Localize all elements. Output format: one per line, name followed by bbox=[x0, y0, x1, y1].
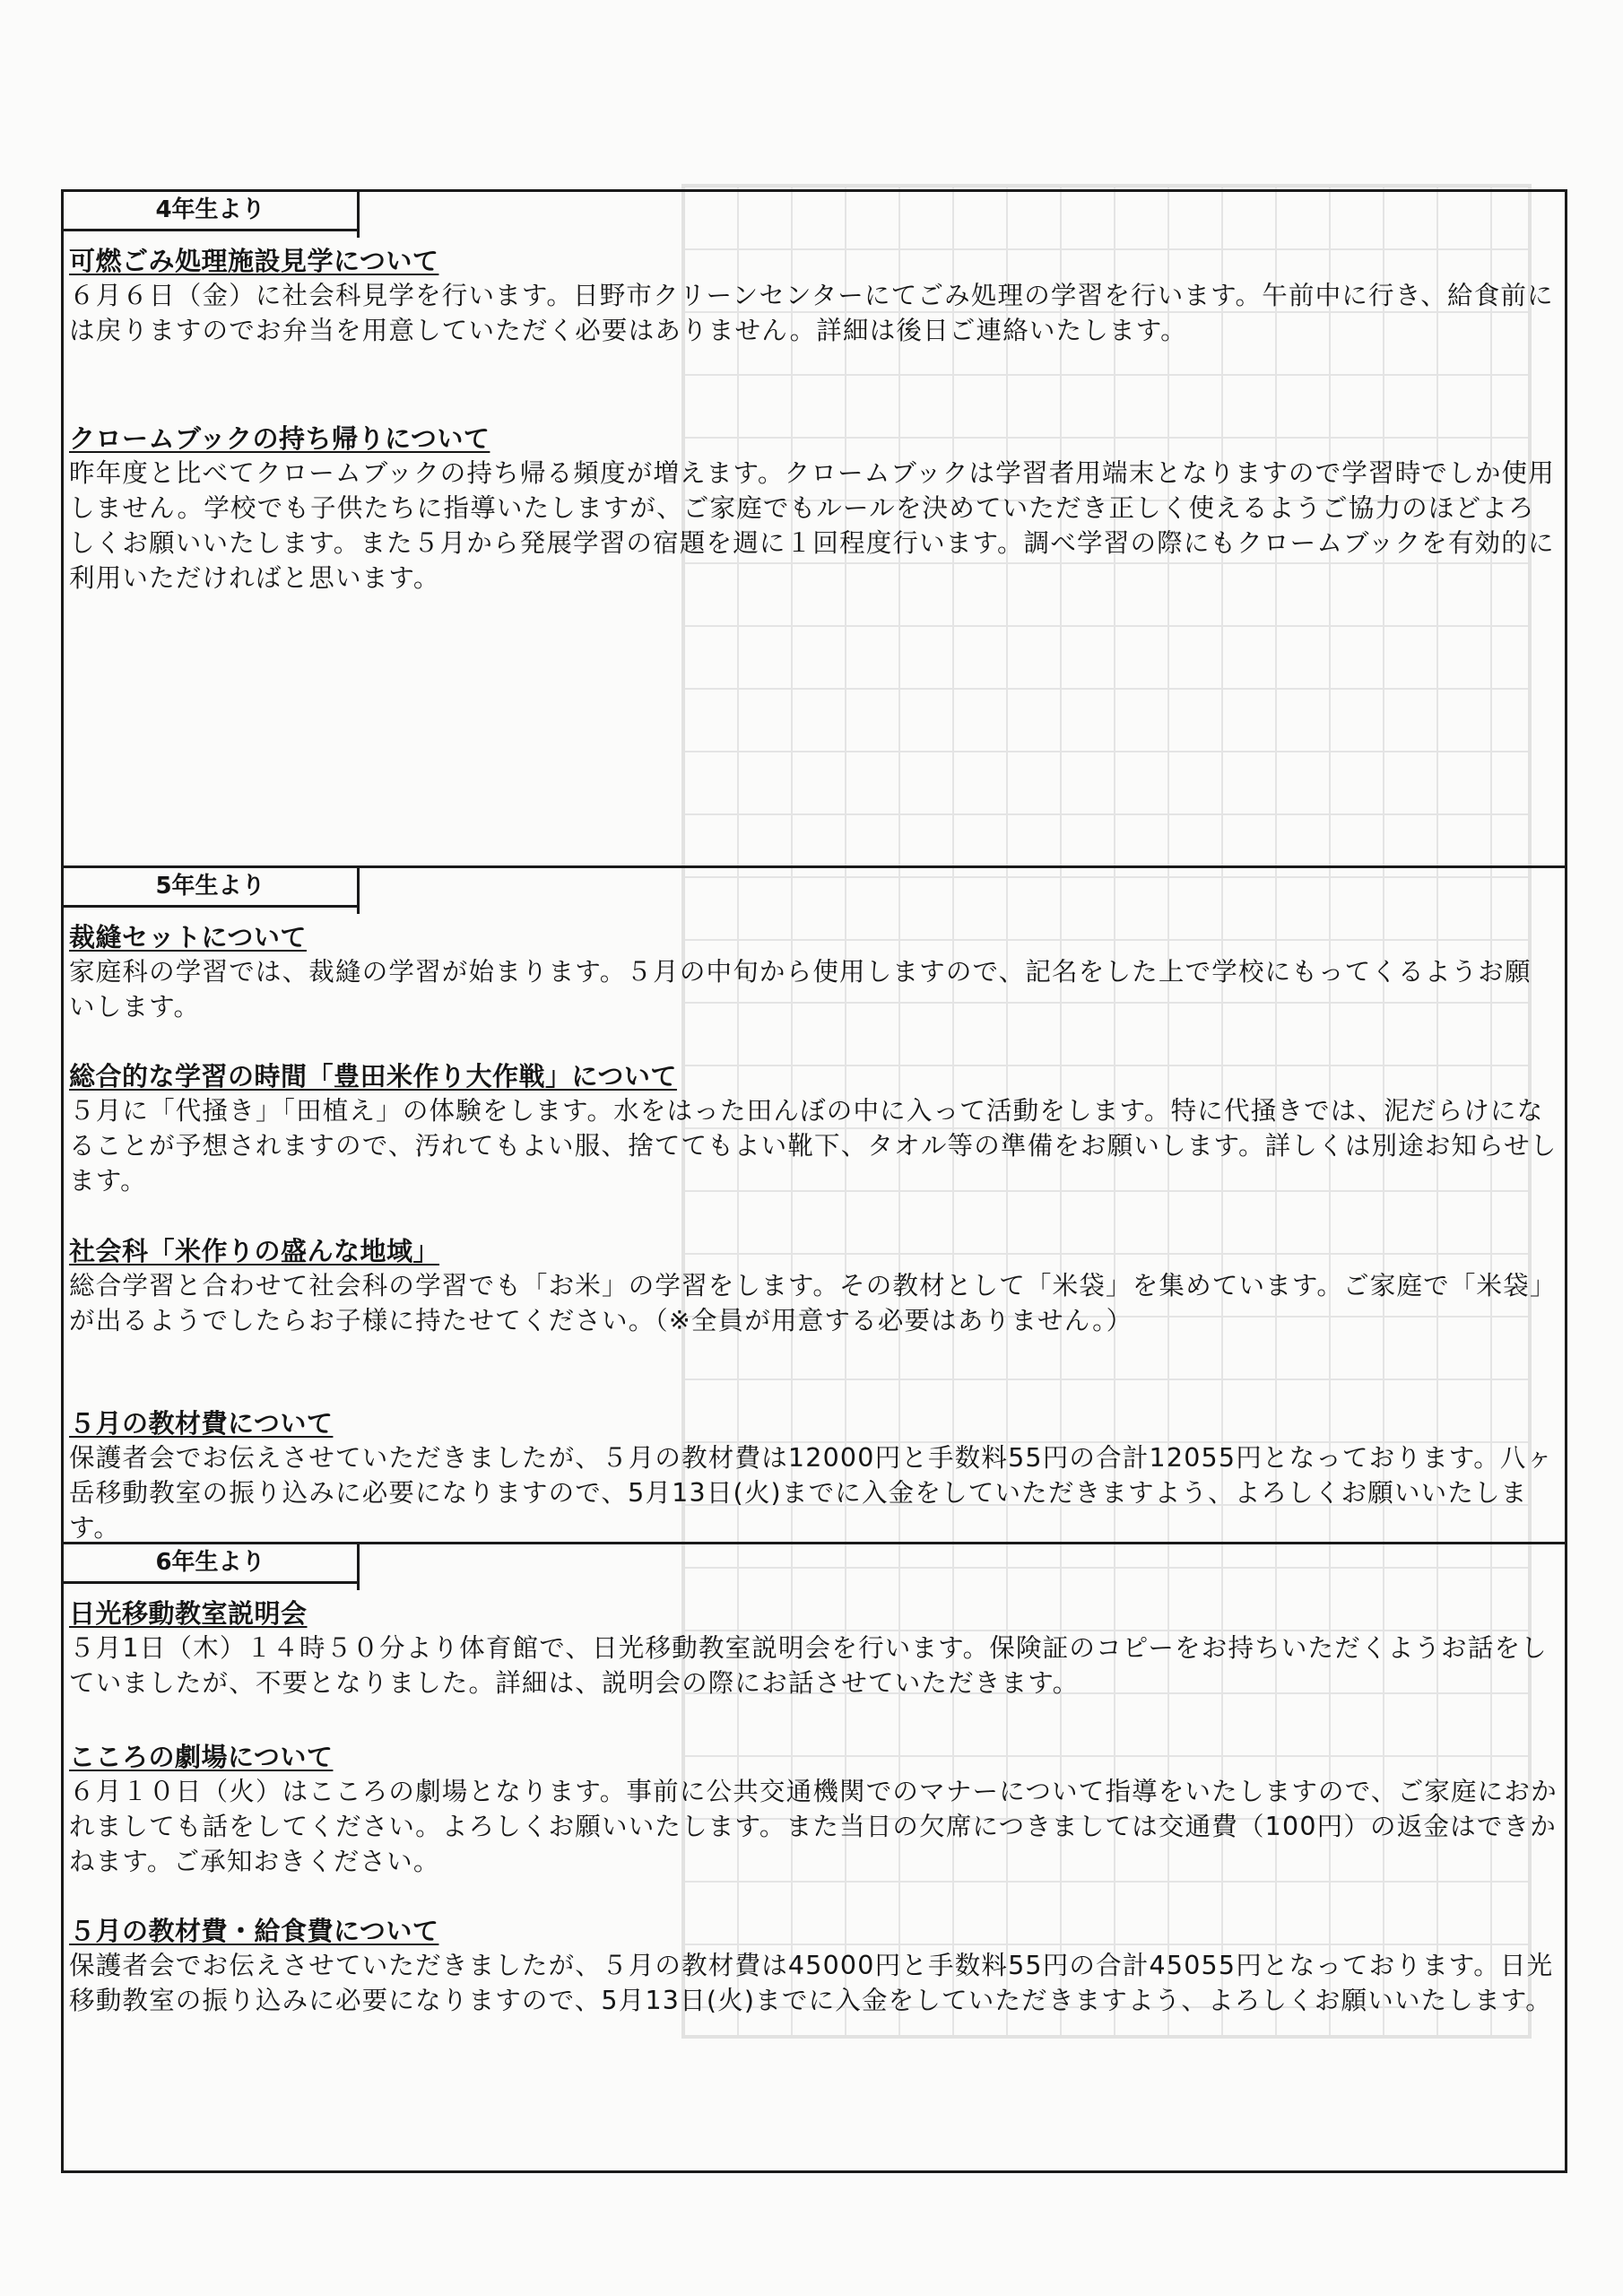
grade6-nikko-briefing-body: ５月1日（木）１４時５０分より体育館で、日光移動教室説明会を行います。保険証のコピーをお持ちいただくようお話をしていましたが、不要となりました。詳細は、説明会の際にお話させていただきます。 bbox=[69, 1633, 1548, 1698]
grade6-kokoro-theater-section bbox=[69, 1740, 1558, 1879]
grade5-materials-fee-title: ５月の教材費について bbox=[69, 1408, 334, 1439]
grade5-rice-project-title: 総合的な学習の時間「豊田米作り大作戦」について bbox=[69, 1061, 677, 1091]
grade4-header: 4年生より bbox=[64, 192, 360, 231]
grade6-panel bbox=[61, 1542, 1567, 2173]
grade4-garbage-facility-body: ６月６日（金）に社会科見学を行います。日野市クリーンセンターにてごみ処理の学習を行います。午前中に行き、給食前には戻りますのでお弁当を用意していただく必要はありません。詳細は後日ご連絡いたします。 bbox=[69, 281, 1554, 345]
grade4-chromebook-body: 昨年度と比べてクロームブックの持ち帰る頻度が増えます。クロームブックは学習者用端末となりますので学習時でしか使用しません。学校でも子供たちに指導いたしますが、ご家庭でもルールを決めていただき正しく使えるようご協力のほどよろしくお願いいたします。また５月から発展学習の宿題を週に１回程度行います。調べ学習の際にもクロームブックを有効的に利用いただければと思います。 bbox=[69, 458, 1555, 593]
grade5-materials-fee-body: 保護者会でお伝えさせていただきましたが、５月の教材費は12000円と手数料55円の合計12055円となっております。八ヶ岳移動教室の振り込みに必要になりますので、5月13日(火)までに入金をしていただきますよう、よろしくお願いいたします。 bbox=[69, 1443, 1554, 1543]
grade6-fees-title: ５月の教材費・給食費について bbox=[69, 1916, 439, 1946]
grade5-sewing-set-section bbox=[69, 920, 1558, 1024]
grade5-rice-project-section bbox=[69, 1059, 1558, 1198]
grade5-header: 5年生より bbox=[64, 868, 360, 908]
grade5-sewing-set-title: 裁縫セットについて bbox=[69, 922, 307, 952]
grade4-chromebook-title: クロームブックの持ち帰りについて bbox=[69, 423, 490, 454]
grade4-garbage-facility-section bbox=[69, 244, 1558, 348]
grade5-social-studies-section bbox=[69, 1234, 1558, 1338]
grade4-garbage-facility-title: 可燃ごみ処理施設見学について bbox=[69, 246, 439, 276]
grade6-nikko-briefing-title: 日光移動教室説明会 bbox=[69, 1598, 308, 1629]
grade5-materials-fee-section bbox=[69, 1406, 1558, 1545]
grade6-nikko-briefing-section bbox=[69, 1596, 1558, 1700]
grade5-sewing-set-body: 家庭科の学習では、裁縫の学習が始まります。５月の中旬から使用しますので、記名をした上で学校にもってくるようお願いします。 bbox=[69, 957, 1532, 1022]
grade5-panel bbox=[61, 865, 1567, 1542]
grade4-panel bbox=[61, 189, 1567, 865]
grade6-kokoro-theater-body: ６月１０日（火）はこころの劇場となります。事前に公共交通機関でのマナーについて指導をいたしますので、ご家庭におかれましても話をしてください。よろしくお願いいたします。また当日の欠席につきましては交通費（100円）の返金はできかねます。ご承知おきください。 bbox=[69, 1777, 1558, 1876]
grade5-rice-project-body: ５月に「代掻き」「田植え」の体験をします。水をはった田んぼの中に入って活動をします。特に代掻きでは、泥だらけになることが予想されますので、汚れてもよい服、捨ててもよい靴下、タオル等の準備をお願いします。詳しくは別途お知らせします。 bbox=[69, 1096, 1558, 1196]
grade5-social-studies-title: 社会科「米作りの盛んな地域」 bbox=[69, 1236, 440, 1266]
grade4-chromebook-section bbox=[69, 422, 1558, 596]
grade6-kokoro-theater-title: こころの劇場について bbox=[69, 1742, 334, 1772]
grade6-fees-section bbox=[69, 1914, 1558, 2018]
grade5-social-studies-body: 総合学習と合わせて社会科の学習でも「お米」の学習をします。その教材として「米袋」を集めています。ご家庭で「米袋」が出るようでしたらお子様に持たせてください。（※全員が用意する必要はありません。） bbox=[69, 1271, 1557, 1335]
grade6-fees-body: 保護者会でお伝えさせていただきましたが、５月の教材費は45000円と手数料55円の合計45055円となっております。日光移動教室の振り込みに必要になりますので、5月13日(火)までに入金をしていただきますよう、よろしくお願いいたします。 bbox=[69, 1951, 1554, 2015]
grade6-header: 6年生より bbox=[64, 1544, 360, 1584]
